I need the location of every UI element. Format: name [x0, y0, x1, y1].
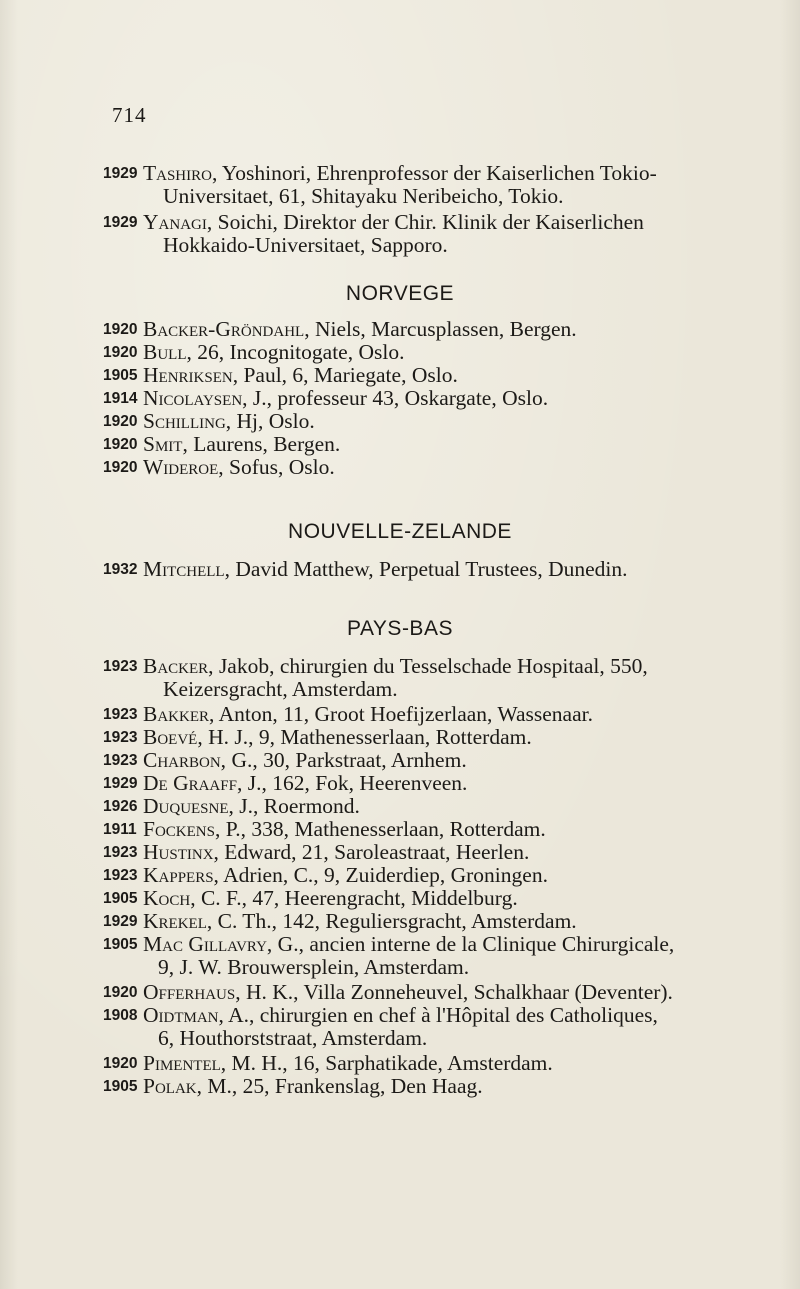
entry-year: 1905 [103, 936, 138, 953]
entry-details: Soichi, Direktor der Chir. Klinik der Kaiserlichen [212, 210, 644, 234]
entry-name: Schilling, [143, 409, 232, 433]
entry-year: 1905 [103, 367, 138, 384]
entry-details: Laurens, Bergen. [187, 432, 341, 456]
entry-details: Edward, 21, Saroleastraat, Heerlen. [218, 840, 530, 864]
entry-details: 26, Incognitogate, Oslo. [191, 340, 405, 364]
entry-details: Anton, 11, Groot Hoefijzerlaan, Wassenaar. [214, 702, 593, 726]
list-item [103, 341, 743, 364]
list-item [103, 841, 743, 864]
entry-details: Yoshinori, Ehrenprofessor der Kaiserlichen Tokio- [217, 161, 657, 185]
entry-name: Wideroe, [143, 455, 224, 479]
entry-year: 1911 [103, 821, 137, 838]
entry-name: Koch, [143, 886, 196, 910]
entry-year: 1920 [103, 1055, 138, 1072]
entry-name: Yanagi, [143, 210, 213, 234]
entry-details: C. Th., 142, Reguliersgracht, Amsterdam. [212, 909, 577, 933]
entry-continuation: Universitaet, 61, Shitayaku Neribeicho, Tokio. [163, 184, 564, 208]
entry-continuation: 9, J. W. Brouwersplein, Amsterdam. [158, 955, 470, 979]
entry-year: 1929 [103, 214, 138, 231]
section-title-nouvelle-zelande: NOUVELLE-ZELANDE [288, 520, 512, 543]
entry-details: M., 25, Frankenslag, Den Haag. [202, 1074, 483, 1098]
entry-year: 1908 [103, 1007, 138, 1024]
list-item [103, 364, 743, 387]
list-item [103, 933, 743, 979]
entry-name: Pimentel, [143, 1051, 227, 1075]
entry-name: Backer-Gröndahl, [143, 317, 310, 341]
list-item [103, 1052, 743, 1075]
entry-name: Offerhaus, [143, 980, 241, 1004]
entry-year: 1914 [103, 390, 138, 407]
entry-name: Bakker, [143, 702, 215, 726]
list-item [103, 211, 743, 257]
entry-name: De Graaff, [143, 771, 243, 795]
section-title-pays-bas: PAYS-BAS [347, 617, 453, 640]
entry-name: Hustinx, [143, 840, 219, 864]
entry-details: Paul, 6, Mariegate, Oslo. [238, 363, 458, 387]
entry-year: 1920 [103, 344, 138, 361]
list-item [103, 1004, 743, 1050]
entry-details: H. K., Villa Zonneheuvel, Schalkhaar (Deventer). [240, 980, 673, 1004]
entry-name: Duquesne, [143, 794, 234, 818]
list-item [103, 318, 743, 341]
entry-year: 1905 [103, 1078, 138, 1095]
list-item [103, 655, 743, 701]
entry-name: Smit, [143, 432, 188, 456]
entry-details: J., professeur 43, Oskargate, Oslo. [247, 386, 549, 410]
list-item [103, 818, 743, 841]
entry-name: Boevé, [143, 725, 203, 749]
entry-name: Tashiro, [143, 161, 218, 185]
entry-year: 1929 [103, 913, 138, 930]
entry-name: Backer, [143, 654, 214, 678]
entry-details: Sofus, Oslo. [223, 455, 335, 479]
entry-year: 1920 [103, 321, 138, 338]
list-item [103, 703, 743, 726]
entry-year: 1932 [103, 561, 138, 578]
entry-year: 1929 [103, 775, 138, 792]
entry-name: Bull, [143, 340, 192, 364]
entry-year: 1923 [103, 844, 138, 861]
entry-name: Fockens, [143, 817, 221, 841]
entry-year: 1923 [103, 867, 138, 884]
list-item [103, 887, 743, 910]
entry-continuation: Hokkaido-Universitaet, Sapporo. [163, 233, 448, 257]
entry-details: C. F., 47, Heerengracht, Middelburg. [195, 886, 518, 910]
entry-name: Mac Gillavry, [143, 932, 273, 956]
list-item [103, 162, 743, 208]
entry-year: 1923 [103, 729, 138, 746]
entry-details: Jakob, chirurgien du Tesselschade Hospitaal, 550, [213, 654, 648, 678]
entry-year: 1920 [103, 413, 138, 430]
entry-details: A., chirurgien en chef à l'Hôpital des Catholiques, [223, 1003, 658, 1027]
list-item [103, 1075, 743, 1098]
entry-name: Krekel, [143, 909, 213, 933]
entry-details: David Matthew, Perpetual Trustees, Dunedin. [229, 557, 628, 581]
entry-name: Oidtman, [143, 1003, 224, 1027]
entry-details: P., 338, Mathenesserlaan, Rotterdam. [220, 817, 546, 841]
entry-year: 1926 [103, 798, 138, 815]
entry-name: Polak, [143, 1074, 202, 1098]
entry-details: G., 30, Parkstraat, Arnhem. [226, 748, 467, 772]
entry-year: 1905 [103, 890, 138, 907]
entry-year: 1929 [103, 165, 138, 182]
entry-year: 1920 [103, 436, 138, 453]
entry-name: Kappers, [143, 863, 219, 887]
entry-details: Hj, Oslo. [231, 409, 315, 433]
entry-year: 1923 [103, 706, 138, 723]
list-item [103, 433, 743, 456]
list-item [103, 558, 743, 581]
entry-details: G., ancien interne de la Clinique Chirurgicale, [272, 932, 675, 956]
entry-continuation: Keizersgracht, Amsterdam. [163, 677, 398, 701]
entry-year: 1920 [103, 984, 138, 1001]
entry-details: Adrien, C., 9, Zuiderdiep, Groningen. [218, 863, 548, 887]
entry-details: Niels, Marcusplassen, Bergen. [309, 317, 577, 341]
list-item [103, 795, 743, 818]
entry-details: J., 162, Fok, Heerenveen. [242, 771, 468, 795]
entry-year: 1923 [103, 658, 138, 675]
list-item [103, 456, 743, 479]
section-title-norvege: NORVEGE [345, 282, 455, 305]
list-item [103, 726, 743, 749]
list-item [103, 864, 743, 887]
entry-name: Mitchell, [143, 557, 230, 581]
list-item [103, 749, 743, 772]
list-item [103, 772, 743, 795]
list-item [103, 910, 743, 933]
list-item [103, 410, 743, 433]
entry-name: Henriksen, [143, 363, 239, 387]
list-item [103, 981, 743, 1004]
page-number: 714 [112, 103, 147, 127]
entry-year: 1923 [103, 752, 138, 769]
entry-continuation: 6, Houthorststraat, Amsterdam. [158, 1026, 428, 1050]
entry-details: M. H., 16, Sarphatikade, Amsterdam. [226, 1051, 553, 1075]
entry-details: J., Roermond. [233, 794, 360, 818]
list-item [103, 387, 743, 410]
entry-name: Nicolaysen, [143, 386, 248, 410]
entry-year: 1920 [103, 459, 138, 476]
entry-name: Charbon, [143, 748, 227, 772]
entry-details: H. J., 9, Mathenesserlaan, Rotterdam. [202, 725, 532, 749]
